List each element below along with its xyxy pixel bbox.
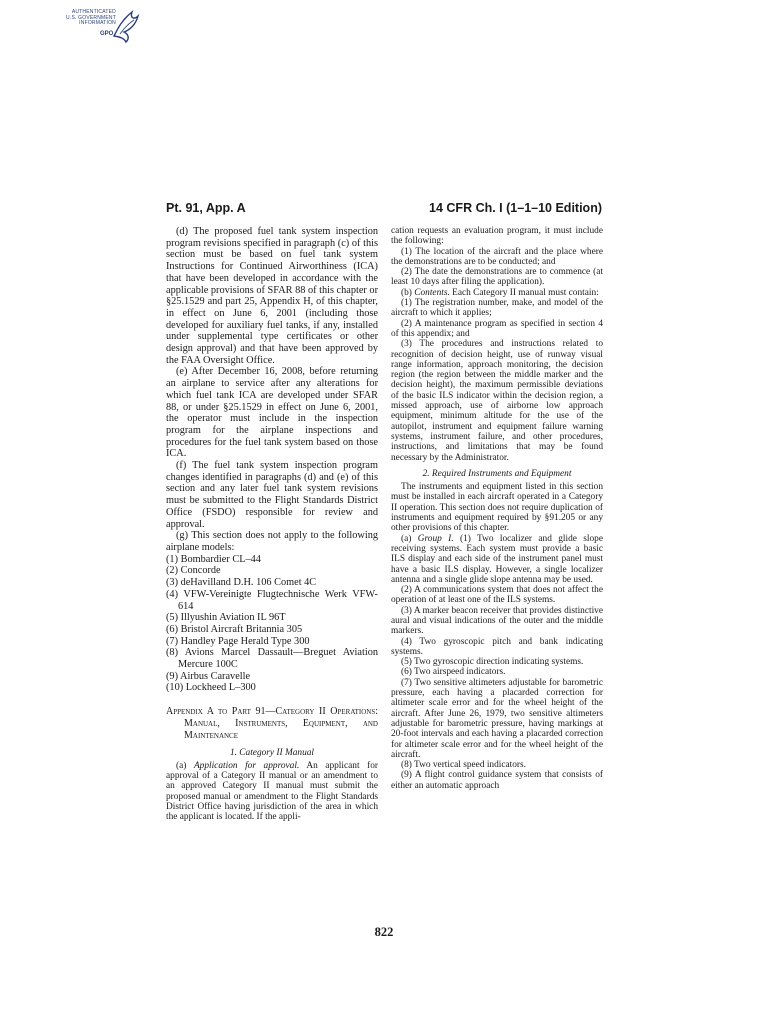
list-item: (8) Avions Marcel Dassault—Breguet Aviation Mercure 100C	[166, 647, 378, 671]
paragraph-a	[166, 761, 378, 823]
paragraph-g: (g) This section does not apply to the following airplane models:	[166, 530, 378, 553]
cfr-edition: 14 CFR Ch. I (1–1–10 Edition)	[429, 201, 602, 215]
paragraph-label: (a)	[401, 533, 412, 544]
list-item: (2) A communications system that does not affect the operation of at least one of the ILS systems.	[391, 585, 603, 606]
list-item: (7) Handley Page Herald Type 300	[166, 635, 310, 647]
logo-line: AUTHENTICATED	[71, 9, 116, 15]
paragraph-label: (b)	[401, 287, 412, 298]
paragraph-b	[391, 288, 603, 298]
eagle-icon	[110, 6, 140, 46]
logo-gpo-text: GPO	[100, 31, 114, 37]
section-intro: The instruments and equipment listed in this section must be installed in each aircraft operated in a Category II operation. This section does not require duplication of instruments and equipment required by §91.205 or any other provisions of this chapter.	[391, 482, 603, 534]
paragraph-d: (d) The proposed fuel tank system inspection program revisions specified in paragraph (c) of this section must be based on fuel tank system Instructions for Continued Airworthiness (ICA) that have been developed in accordance with the applicable provisions of SFAR 88 of this chapter or §25.1529 and part 25, Appendix H, of this chapter, in effect on June 6, 2001 (including those developed for auxiliary fuel tanks, if any, installed under supplemental type certificates or other design approval) and that have been approved by the FAA Oversight Office.	[166, 226, 379, 366]
page-header	[166, 201, 602, 219]
list-item: (5) Two gyroscopic direction indicating systems.	[401, 657, 584, 668]
list-item: (7) Two sensitive altimeters adjustable for barometric pressure, each having a placarded correction for altimeter scale error and for the wheel height of the aircraft. After June 26, 1979, two sensitive altimeters adjustable for barometric pressure, having markings at 20-foot intervals and each having a placarded correction for altimeter scale error and for the wheel height of the aircraft.	[391, 677, 603, 760]
paragraph-title: Contents.	[414, 287, 450, 298]
list-item: (2) A maintenance program as specified in section 4 of this appendix; and	[391, 318, 603, 339]
list-item: (4) VFW-Vereinigte Flugtechnische Werk VFW-614	[166, 588, 378, 612]
paragraph-group-i	[391, 534, 603, 585]
list-item: (3) deHavilland D.H. 106 Comet 4C	[166, 577, 317, 589]
section-heading: 1. Category II Manual	[229, 747, 315, 758]
list-item: (6) Two airspeed indicators.	[401, 667, 506, 678]
list-item: (1) The location of the aircraft and the place where the demonstrations are to be conducted; and	[391, 246, 603, 267]
logo-line: INFORMATION	[79, 20, 116, 26]
paragraph-text: An applicant for approval of a Category II manual or an amendment to an approved Category II manual must submit the proposed manual or amendment to the Flight Standards District Office having jurisdiction of the area in which the applicant is located. If the appli-	[166, 760, 378, 823]
paragraph-e: (e) After December 16, 2008, before returning an airplane to service after any alterations for which fuel tank ICA are developed under SFAR 88, or under §25.1529 in effect on June 6, 2001, the operator must include in the inspection program for the airplane inspections and procedures for the fuel tank system based on those ICA.	[166, 366, 378, 460]
list-item: (2) Concorde	[166, 565, 221, 577]
airplane-model-list	[166, 554, 378, 694]
list-item: (4) Two gyroscopic pitch and bank indicating systems.	[391, 636, 603, 657]
list-item: (6) Bristol Aircraft Britannia 305	[166, 623, 303, 635]
left-column	[166, 226, 378, 823]
logo-line: U.S. GOVERNMENT	[66, 14, 116, 21]
page-number: 822	[374, 925, 394, 939]
paragraph-text: Each Category II manual must contain:	[452, 287, 599, 298]
list-item: (9) Airbus Caravelle	[166, 670, 251, 682]
section-heading: 2. Required Instruments and Equipment	[422, 468, 572, 479]
paragraph-text: (1) Two localizer and glide slope receiving systems. Each system must provide a basic ILS display and each side of the instrument panel must have a basic ILS display. However, a single localizer antenna and a single glide slope antenna may be used.	[391, 533, 603, 585]
list-item: (1) Bombardier CL–44	[166, 553, 261, 565]
list-item: (1) The registration number, make, and model of the aircraft to which it applies;	[391, 298, 603, 319]
list-item: (3) The procedures and instructions related to recognition of decision height, use of runway visual range information, approach monitoring, the decision region (the region between the middle marker and the decision height), the maximum permissible deviations of the basic ILS indicator within the decision region, a missed approach, use of airborne low approach equipment, minimum altitude for the use of the autopilot, instrument and equipment failure warning systems, instrument failure, and other procedures, instructions, and limitations that may be found necessary by the Administrator.	[391, 339, 603, 463]
list-item: (3) A marker beacon receiver that provides distinctive aural and visual indications of the outer and the middle markers.	[391, 605, 603, 637]
paragraph-label: (a)	[176, 760, 187, 771]
paragraph-title: Group I.	[417, 533, 454, 544]
right-column	[391, 226, 603, 791]
continued-text: cation requests an evaluation program, it must include the following:	[391, 226, 603, 247]
appendix-heading: Appendix A to Part 91—Category II Operations: Manual, Instruments, Equipment, and Maintenance	[166, 706, 378, 741]
list-item: (9) A flight control guidance system that consists of either an automatic approach	[391, 770, 603, 791]
list-item: (8) Two vertical speed indicators.	[401, 760, 527, 771]
logo-caption	[52, 10, 116, 27]
list-item: (2) The date the demonstrations are to commence (at least 10 days after filing the application).	[391, 267, 603, 288]
list-item: (10) Lockheed L–300	[166, 682, 256, 694]
paragraph-title: Application for approval.	[193, 760, 300, 771]
paragraph-f: (f) The fuel tank system inspection program changes identified in paragraphs (d) and (e) of this section and any later fuel tank system revisions must be submitted to the Flight Standards District Office (FSDO) responsible for review and approval.	[166, 460, 378, 530]
part-reference: Pt. 91, App. A	[166, 201, 246, 215]
list-item: (5) Illyushin Aviation IL 96T	[166, 612, 286, 624]
gpo-authentication-logo	[52, 6, 144, 46]
